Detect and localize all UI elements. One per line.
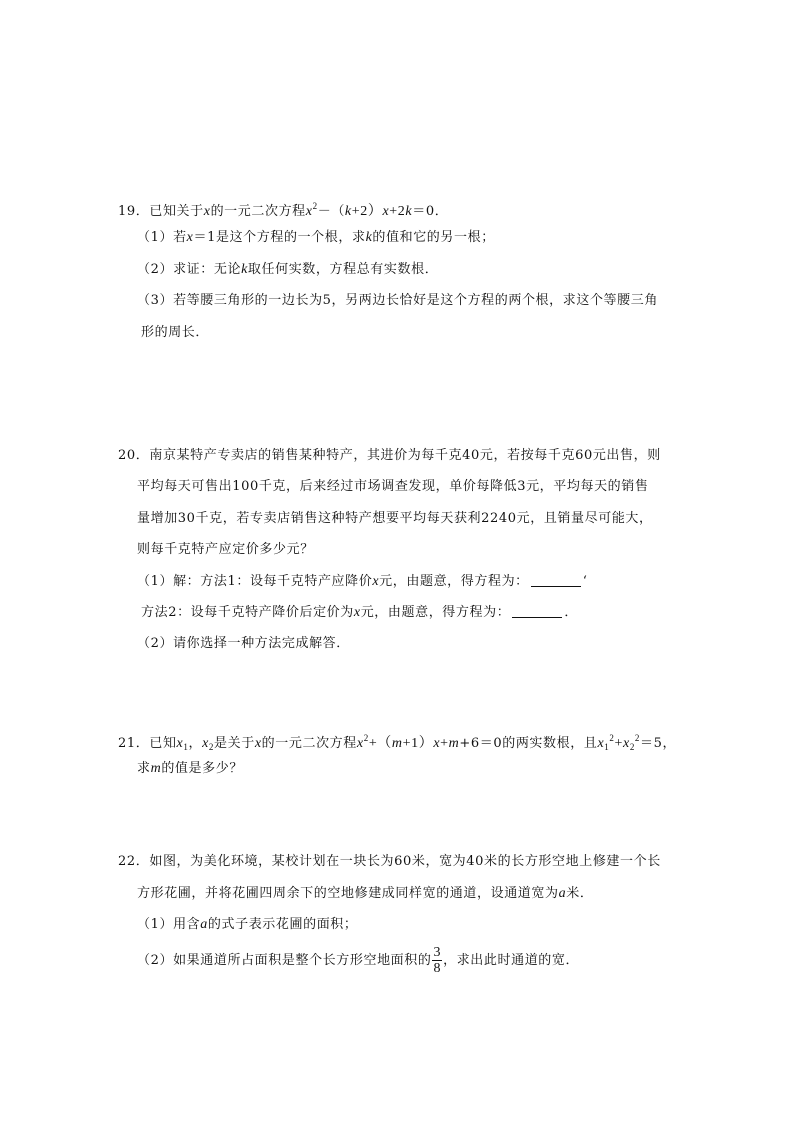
- q21-stem: 21．已知$x_1$，$x_2$是关于x的一元二次方程$x^2+(m+1)x+m+6=0$的两实数根，且$x_1^2+x_2^2=5$，: [118, 733, 677, 752]
- q19-part3-continued: 形的周长．: [141, 325, 210, 340]
- q20-stem-line3: 量增加30千克，若专卖店销售这种特产想要平均每天获利2240元，且销量尽可能大，: [137, 511, 653, 526]
- q19-part2: （2）求证：无论k取任何实数，方程总有实数根．: [137, 262, 439, 277]
- q20-part1-method1: （1）解：方法1：设每千克特产应降价x元，由题意，得方程为： ‘: [137, 574, 588, 589]
- q20-part1-method2: 方法2：设每千克特产降价后定价为x元，由题意，得方程为： ．: [141, 605, 578, 620]
- q22-part2: （2）如果通道所占面积是整个长方形空地面积的 $\frac{3}{8}$ ，求出此时通道的宽．: [137, 945, 580, 976]
- q19-part1: （1）若x＝1是这个方程的一个根，求k的值和它的另一根；: [137, 230, 495, 245]
- q20-stem-line4: 则每千克特产应定价多少元？: [137, 542, 314, 557]
- q20-stem-line1: 20．南京某特产专卖店的销售某种特产，其进价为每千克40元，若按每千克60元出售，则: [118, 448, 661, 463]
- q22-stem-line1: 22．如图，为美化环境，某校计划在一块长为60米，宽为40米的长方形空地上修建一个长: [118, 854, 661, 869]
- answer-blank-method2[interactable]: [512, 605, 562, 618]
- q22-part1: （1）用含a的式子表示花圃的面积；: [137, 917, 358, 932]
- answer-blank-method1[interactable]: [531, 574, 581, 587]
- q20-stem-line2: 平均每天可售出100千克，后来经过市场调查发现，单价每降低3元，平均每天的销售: [137, 479, 649, 494]
- fraction-three-eighths: $\frac{3}{8}$: [433, 945, 442, 976]
- q19-stem: 19．已知关于x的一元二次方程$x^2-(k+2)x+2k=0$．: [118, 201, 449, 219]
- q20-part2: （2）请你选择一种方法完成解答．: [137, 636, 350, 651]
- q19-part3: （3）若等腰三角形的一边长为5，另两边长恰好是这个方程的两个根，求这个等腰三角: [137, 293, 658, 308]
- q21-stem-line2: 求m的值是多少？: [137, 761, 243, 776]
- q22-stem-line2: 方形花圃，并将花圃四周余下的空地修建成同样宽的通道，设通道宽为a米．: [137, 886, 594, 901]
